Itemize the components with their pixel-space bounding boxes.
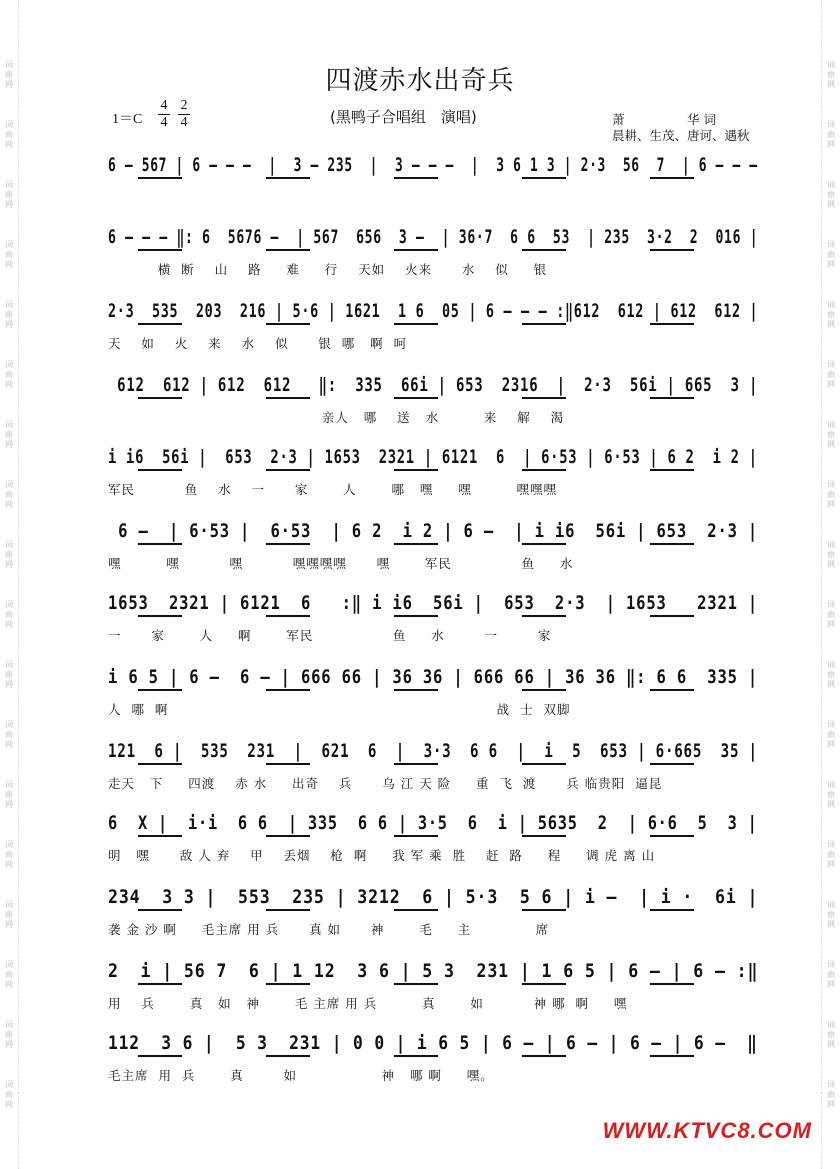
watermark-glyphs: 词 曲 网 (827, 840, 835, 869)
beam (138, 1055, 182, 1057)
key-signature: 1＝C (112, 112, 143, 127)
beam (394, 763, 438, 765)
beam (266, 615, 310, 617)
notation-line: 1653 2321 | 6121 6 :‖ i i6 56i | 653 2·3 | 1653 2321 | (108, 592, 759, 614)
lyrics-line: 袭 金 沙 啊 毛主席 用 兵 真 如 神 毛 主 席 (108, 922, 550, 937)
composer-credit: 晨耕、生茂、唐诃、遇秋 (612, 128, 750, 143)
beam (394, 397, 438, 399)
staff-row (108, 518, 768, 546)
beam (650, 249, 694, 251)
beam-lines (108, 469, 768, 475)
staff-row (108, 664, 768, 692)
beam-lines (108, 177, 768, 183)
watermark-glyphs: 词 曲 网 (5, 60, 13, 89)
watermark-glyphs: 词 曲 网 (827, 180, 835, 209)
beam (650, 177, 694, 179)
staff-row (108, 738, 768, 766)
beam (394, 543, 438, 545)
notation-line: 112 3 6 | 5 3 231 | 0 0 | i 6 5 | 6 – | 6 – | 6 – | 6 – ‖ (108, 1032, 758, 1054)
time-sig-numerator: 2 (178, 98, 190, 115)
beam (266, 835, 310, 837)
notation-line: i i6 56i | 653 2·3 | 1653 2321 | 6121 6 | 6·53 | 6·53 | 6 2 i 2 | (108, 446, 758, 468)
beam-lines (108, 397, 768, 403)
beam (394, 1055, 438, 1057)
watermark-glyphs: 词 曲 网 (5, 300, 13, 329)
lyrics-line: 走天 下 四渡 赤 水 出奇 兵 乌 江 天 险 重 飞 渡 兵 临贵阳 逼昆 (108, 776, 663, 791)
beam (522, 397, 566, 399)
watermark-glyphs: 词 曲 网 (827, 60, 835, 89)
lyrics-line: 横 断 山 路 难 行 天如 火来 水 似 银 (108, 262, 548, 277)
beam-lines (108, 1055, 768, 1061)
beam (394, 249, 438, 251)
watermark-glyphs: 词 曲 网 (827, 1080, 835, 1109)
beam (266, 763, 310, 765)
site-logo (603, 1118, 812, 1144)
time-signature-4-4 (158, 98, 170, 131)
beam-lines (108, 835, 768, 841)
staff-row (108, 224, 768, 252)
beam (394, 469, 438, 471)
watermark-glyphs: 词 曲 网 (827, 1020, 835, 1049)
beam (522, 909, 566, 911)
staff-row (108, 298, 768, 326)
beam (650, 909, 694, 911)
beam (138, 909, 182, 911)
beam (522, 689, 566, 691)
beam (138, 689, 182, 691)
notation-line: 6 – | 6·53 | 6·53 | 6 2 i 2 | 6 – | i i6 56i | 653 2·3 | (108, 520, 759, 542)
watermark-glyphs: 词 曲 网 (5, 840, 13, 869)
staff-row (108, 444, 768, 472)
watermark-glyphs: 词 曲 网 (827, 540, 835, 569)
staff-row (108, 152, 768, 180)
beam (650, 983, 694, 985)
beam (522, 835, 566, 837)
lyrics-line: 毛主席 用 兵 真 如 神 哪 啊 嘿。 (108, 1068, 494, 1083)
beam (522, 177, 566, 179)
notation-line: 6 X | i·i 6 6 | 335 6 6 | 3·5 6 i | 5635 2 | 6·6 5 3 | (108, 812, 758, 834)
beam (522, 323, 566, 325)
beam (138, 249, 182, 251)
song-title: 四渡赤水出奇兵 (325, 66, 515, 96)
watermark-glyphs: 词 曲 网 (5, 420, 13, 449)
watermark-glyphs: 词 曲 网 (5, 1020, 13, 1049)
beam (266, 689, 310, 691)
watermark-glyphs: 词 曲 网 (827, 660, 835, 689)
beam (138, 469, 182, 471)
beam (650, 689, 694, 691)
notation-line: 6 – 567 | 6 – – – | 3 – 235 | 3 – – – | 3 6 1 3 | 2·3 56 7 | 6 – – – (108, 154, 758, 176)
beam (650, 469, 694, 471)
notation-line: 6 – – – ‖: 6 5676 – | 567 656 3 – | 36·7 6 6 53 | 235 3·2 2 016 | (108, 226, 759, 248)
beam (138, 763, 182, 765)
time-sig-denominator: 4 (160, 115, 168, 130)
beam (138, 397, 182, 399)
beam (522, 1055, 566, 1057)
beam-lines (108, 543, 768, 549)
notation-line: 2 i | 56 7 6 | 1 12 3 6 | 5 3 231 | 1 6 5 | 6 – | 6 – :‖ (108, 960, 759, 982)
watermark-glyphs: 词 曲 网 (827, 600, 835, 629)
beam (394, 323, 438, 325)
watermark-glyphs: 词 曲 网 (5, 960, 13, 989)
beam-lines (108, 689, 768, 695)
beam (138, 543, 182, 545)
beam (266, 249, 310, 251)
lyrics-line: 人 哪 啊 战 士 双脚 (108, 702, 571, 717)
watermark-glyphs: 词 曲 网 (5, 900, 13, 929)
staff-row (108, 590, 768, 618)
lyrics-line: 明 嘿 敌 人 弃 甲 丢烟 枪 啊 我 军 乘 胜 赶 路 程 调 虎 离 山 (108, 848, 656, 863)
beam (650, 835, 694, 837)
watermark-glyphs: 词 曲 网 (827, 900, 835, 929)
watermark-glyphs: 词 曲 网 (5, 480, 13, 509)
watermark-glyphs: 词 曲 网 (827, 780, 835, 809)
watermark-glyphs: 词 曲 网 (5, 720, 13, 749)
beam (138, 615, 182, 617)
lyrics-line: 天 如 火 来 水 似 银 哪 啊 呵 (108, 336, 408, 351)
beam (522, 763, 566, 765)
beam (266, 177, 310, 179)
beam (650, 543, 694, 545)
lyrics-line: 嘿 嘿 嘿 嘿嘿嘿嘿 嘿 军民 鱼 水 (108, 556, 574, 571)
beam (266, 1055, 310, 1057)
beam (394, 835, 438, 837)
watermark-glyphs: 词 曲 网 (5, 660, 13, 689)
staff-row (108, 1030, 768, 1058)
watermark-glyphs: 词 曲 网 (827, 240, 835, 269)
watermark-glyphs: 词 曲 网 (5, 360, 13, 389)
notation-line: 2·3 535 203 216 | 5·6 | 1621 1 6 05 | 6 – – – :‖612 612 | 612 612 | (108, 300, 759, 322)
beam (650, 615, 694, 617)
left-watermark-strip (0, 0, 19, 1169)
beam (138, 323, 182, 325)
notation-line: 612 612 | 612 612 ‖: 335 66i | 653 2316 | 2·3 56i | 665 3 | (108, 374, 759, 396)
beam (522, 249, 566, 251)
beam (138, 177, 182, 179)
beam (394, 983, 438, 985)
lyrics-line: 亲人 哪 送 水 来 解 渴 (108, 410, 565, 425)
notation-line: 121 6 | 535 231 | 621 6 | 3·3 6 6 | i 5 653 | 6·665 35 | (108, 740, 758, 762)
watermark-glyphs: 词 曲 网 (5, 600, 13, 629)
watermark-glyphs: 词 曲 网 (827, 120, 835, 149)
staff-row (108, 810, 768, 838)
watermark-glyphs: 词 曲 网 (5, 540, 13, 569)
lyrics-line: 用 兵 真 如 神 毛 主席 用 兵 真 如 神 哪 啊 嘿 (108, 996, 628, 1011)
beam (394, 615, 438, 617)
beam-lines (108, 983, 768, 989)
staff-row (108, 958, 768, 986)
notation-line: 234 3 3 | 553 235 | 3212 6 | 5·3 5 6 | i – | i · 6i | (108, 886, 759, 908)
watermark-glyphs: 词 曲 网 (827, 420, 835, 449)
beam (394, 177, 438, 179)
beam (522, 543, 566, 545)
logo-text: WWW.KTVC8.COM (602, 1118, 812, 1143)
watermark-glyphs: 词 曲 网 (827, 300, 835, 329)
beam (138, 835, 182, 837)
beam (266, 543, 310, 545)
time-sig-denominator: 4 (180, 115, 188, 130)
beam (266, 469, 310, 471)
staff-row (108, 372, 768, 400)
time-signature-2-4 (178, 98, 190, 131)
beam (266, 983, 310, 985)
beam (266, 397, 310, 399)
beam (650, 763, 694, 765)
beam-lines (108, 323, 768, 329)
watermark-glyphs: 词 曲 网 (827, 960, 835, 989)
beam (522, 469, 566, 471)
beam-lines (108, 763, 768, 769)
beam (138, 983, 182, 985)
beam (650, 323, 694, 325)
beam (650, 397, 694, 399)
watermark-glyphs: 词 曲 网 (5, 1080, 13, 1109)
beam (266, 909, 310, 911)
beam (522, 615, 566, 617)
watermark-glyphs: 词 曲 网 (5, 180, 13, 209)
beam (266, 323, 310, 325)
watermark-glyphs: 词 曲 网 (5, 240, 13, 269)
lyrics-line: 军民 鱼 水 一 家 人 哪 嘿 嘿 嘿嘿嘿 (108, 482, 558, 497)
beam-lines (108, 615, 768, 621)
notation-line: i 6 5 | 6 – 6 – | 666 66 | 36 36 | 666 66 | 36 36 ‖: 6 6 335 | (108, 666, 759, 688)
beam (522, 983, 566, 985)
performer-note: (黑鸭子合唱组 演唱) (330, 108, 477, 126)
beam (394, 689, 438, 691)
right-watermark-strip (821, 0, 840, 1169)
beam-lines (108, 909, 768, 915)
watermark-glyphs: 词 曲 网 (5, 120, 13, 149)
time-sig-numerator: 4 (158, 98, 170, 115)
watermark-glyphs: 词 曲 网 (827, 720, 835, 749)
watermark-glyphs: 词 曲 网 (5, 780, 13, 809)
watermark-glyphs: 词 曲 网 (827, 480, 835, 509)
lyrics-line: 一 家 人 啊 军民 鱼 水 一 家 (108, 628, 552, 643)
watermark-glyphs: 词 曲 网 (827, 360, 835, 389)
staff-row (108, 884, 768, 912)
beam (650, 1055, 694, 1057)
beam (394, 909, 438, 911)
beam-lines (108, 249, 768, 255)
lyricist-credit: 萧 华 词 (612, 112, 716, 127)
